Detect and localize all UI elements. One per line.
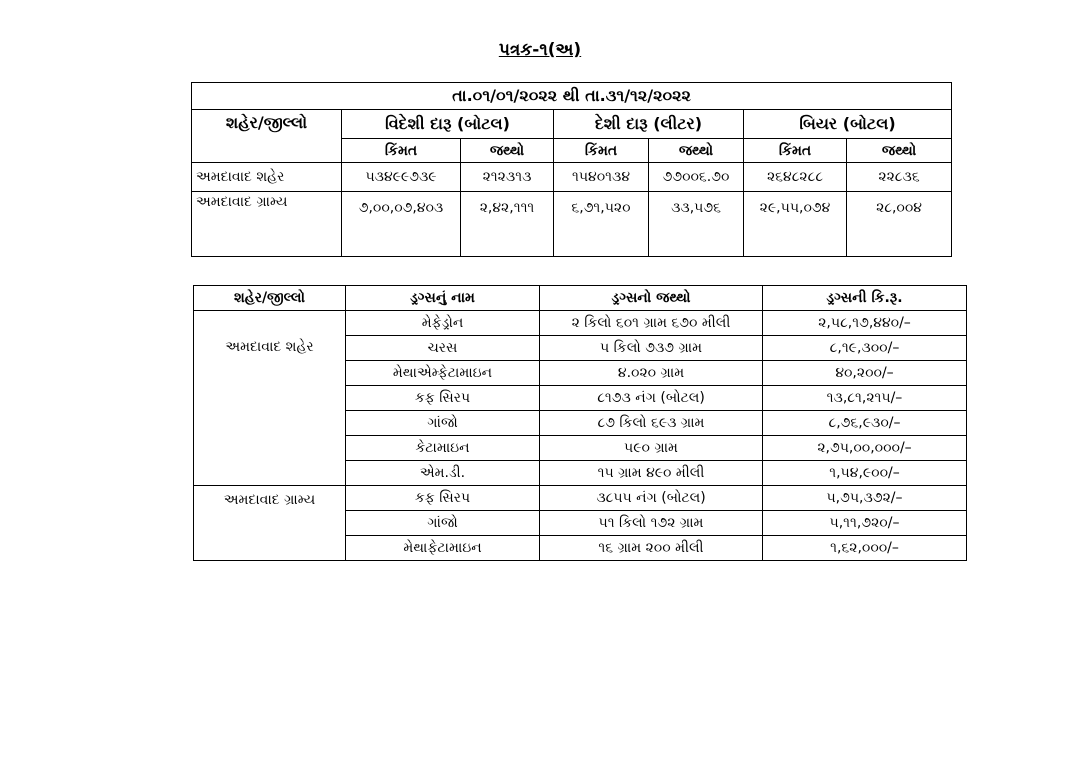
drug-quantity-cell: ૫૧ કિલો ૧૭૨ ગ્રામ [540,511,763,536]
table-row [194,486,967,511]
drug-quantity-cell: ૮૧૭૩ નંગ (બોટલ) [540,386,763,411]
drug-value-cell: ૪૦,૨૦૦/– [763,361,967,386]
price-subheader: કિંમત [342,139,461,163]
drug-value-cell: ૧,૬૨,૦૦૦/– [763,536,967,561]
value-cell: ૭,૦૦,૦૭,૪૦૩ [342,192,461,257]
price-subheader: કિંમત [744,139,847,163]
quantity-subheader: જથ્થો [461,139,554,163]
drug-name-cell: ગાંજો [346,411,540,436]
drug-name-cell: ગાંજો [346,511,540,536]
drug-quantity-cell: ૧૬ ગ્રામ ૨૦૦ મીલી [540,536,763,561]
drug-value-cell: ૫,૧૧,૭૨૦/– [763,511,967,536]
drug-value-cell: ૨,૫૮,૧૭,૪૪૦/– [763,311,967,336]
drug-value-cell: ૧૩,૮૧,૨૧૫/– [763,386,967,411]
drug-quantity-cell: ૪.૦૨૦ ગ્રામ [540,361,763,386]
drug-value-cell: ૧,૫૪,૯૦૦/– [763,461,967,486]
drug-quantity-column-header: ડ્રગ્સનો જથ્થો [540,286,763,311]
value-cell: ૨૬૪૮૨૮૮ [744,163,847,192]
table-row [194,311,967,336]
drug-name-cell: કેટામાઇન [346,436,540,461]
drug-quantity-cell: ૫ કિલો ૭૩૭ ગ્રામ [540,336,763,361]
city-cell: અમદાવાદ ગ્રામ્ય [192,192,342,257]
beer-header: બિયર (બોટલ) [744,110,952,139]
drug-value-cell: ૮,૭૬,૯૩૦/– [763,411,967,436]
city-cell: અમદાવાદ ગ્રામ્ય [194,486,346,561]
city-cell: અમદાવાદ શહેર [192,163,342,192]
period-header: તા.૦૧/૦૧/૨૦૨૨ થી તા.૩૧/૧૨/૨૦૨૨ [192,83,952,110]
quantity-subheader: જથ્થો [847,139,952,163]
city-cell: અમદાવાદ શહેર [194,311,346,486]
drug-quantity-cell: ૩૮૫૫ નંગ (બોટલ) [540,486,763,511]
value-cell: ૨૮,૦૦૪ [847,192,952,257]
drug-quantity-cell: ૮૭ કિલો ૬૯૩ ગ્રામ [540,411,763,436]
drug-value-cell: ૫,૭૫,૩૭૨/– [763,486,967,511]
page-title: પત્રક-૧(અ) [498,40,582,60]
value-cell: ૨૨૮૩૬ [847,163,952,192]
drugs-seizure-table [193,285,967,561]
table-row [192,192,952,257]
value-cell: ૨૧૨૩૧૩ [461,163,554,192]
value-cell: ૧૫૪૦૧૩૪ [554,163,649,192]
quantity-subheader: જથ્થો [649,139,744,163]
foreign-liquor-header: વિદેશી દારૂ (બોટલ) [342,110,554,139]
drug-name-cell: ચરસ [346,336,540,361]
drug-value-cell: ૨,૭૫,૦૦,૦૦૦/– [763,436,967,461]
city-column-header: શહેર/જીલ્લો [194,286,346,311]
value-cell: ૨,૪૨,૧૧૧ [461,192,554,257]
drug-name-cell: એમ.ડી. [346,461,540,486]
value-cell: ૨૯,૫૫,૦૭૪ [744,192,847,257]
price-subheader: કિંમત [554,139,649,163]
city-column-header: શહેર/જીલ્લો [192,110,342,163]
drug-name-column-header: ડ્રગ્સનું નામ [346,286,540,311]
value-cell: ૫૩૪૯૯૭૩૯ [342,163,461,192]
drug-name-cell: મેથાએમ્ફેટામાઇન [346,361,540,386]
drug-name-cell: મેથાફેટામાઇન [346,536,540,561]
table-row [192,163,952,192]
drug-value-cell: ૮,૧૯,૩૦૦/– [763,336,967,361]
drug-quantity-cell: ૨ કિલો ૬૦૧ ગ્રામ ૬૭૦ મીલી [540,311,763,336]
drug-name-cell: કફ સિરપ [346,386,540,411]
drug-quantity-cell: ૫૯૦ ગ્રામ [540,436,763,461]
drug-name-cell: મેફેડ્રોન [346,311,540,336]
drug-quantity-cell: ૧૫ ગ્રામ ૪૯૦ મીલી [540,461,763,486]
drug-name-cell: કફ સિરપ [346,486,540,511]
liquor-seizure-table [191,82,952,257]
drug-value-column-header: ડ્રગ્સની કિ.રૂ. [763,286,967,311]
value-cell: ૩૩,૫૭૬ [649,192,744,257]
value-cell: ૬,૭૧,૫૨૦ [554,192,649,257]
country-liquor-header: દેશી દારૂ (લીટર) [554,110,744,139]
value-cell: ૭૭૦૦૬.૭૦ [649,163,744,192]
